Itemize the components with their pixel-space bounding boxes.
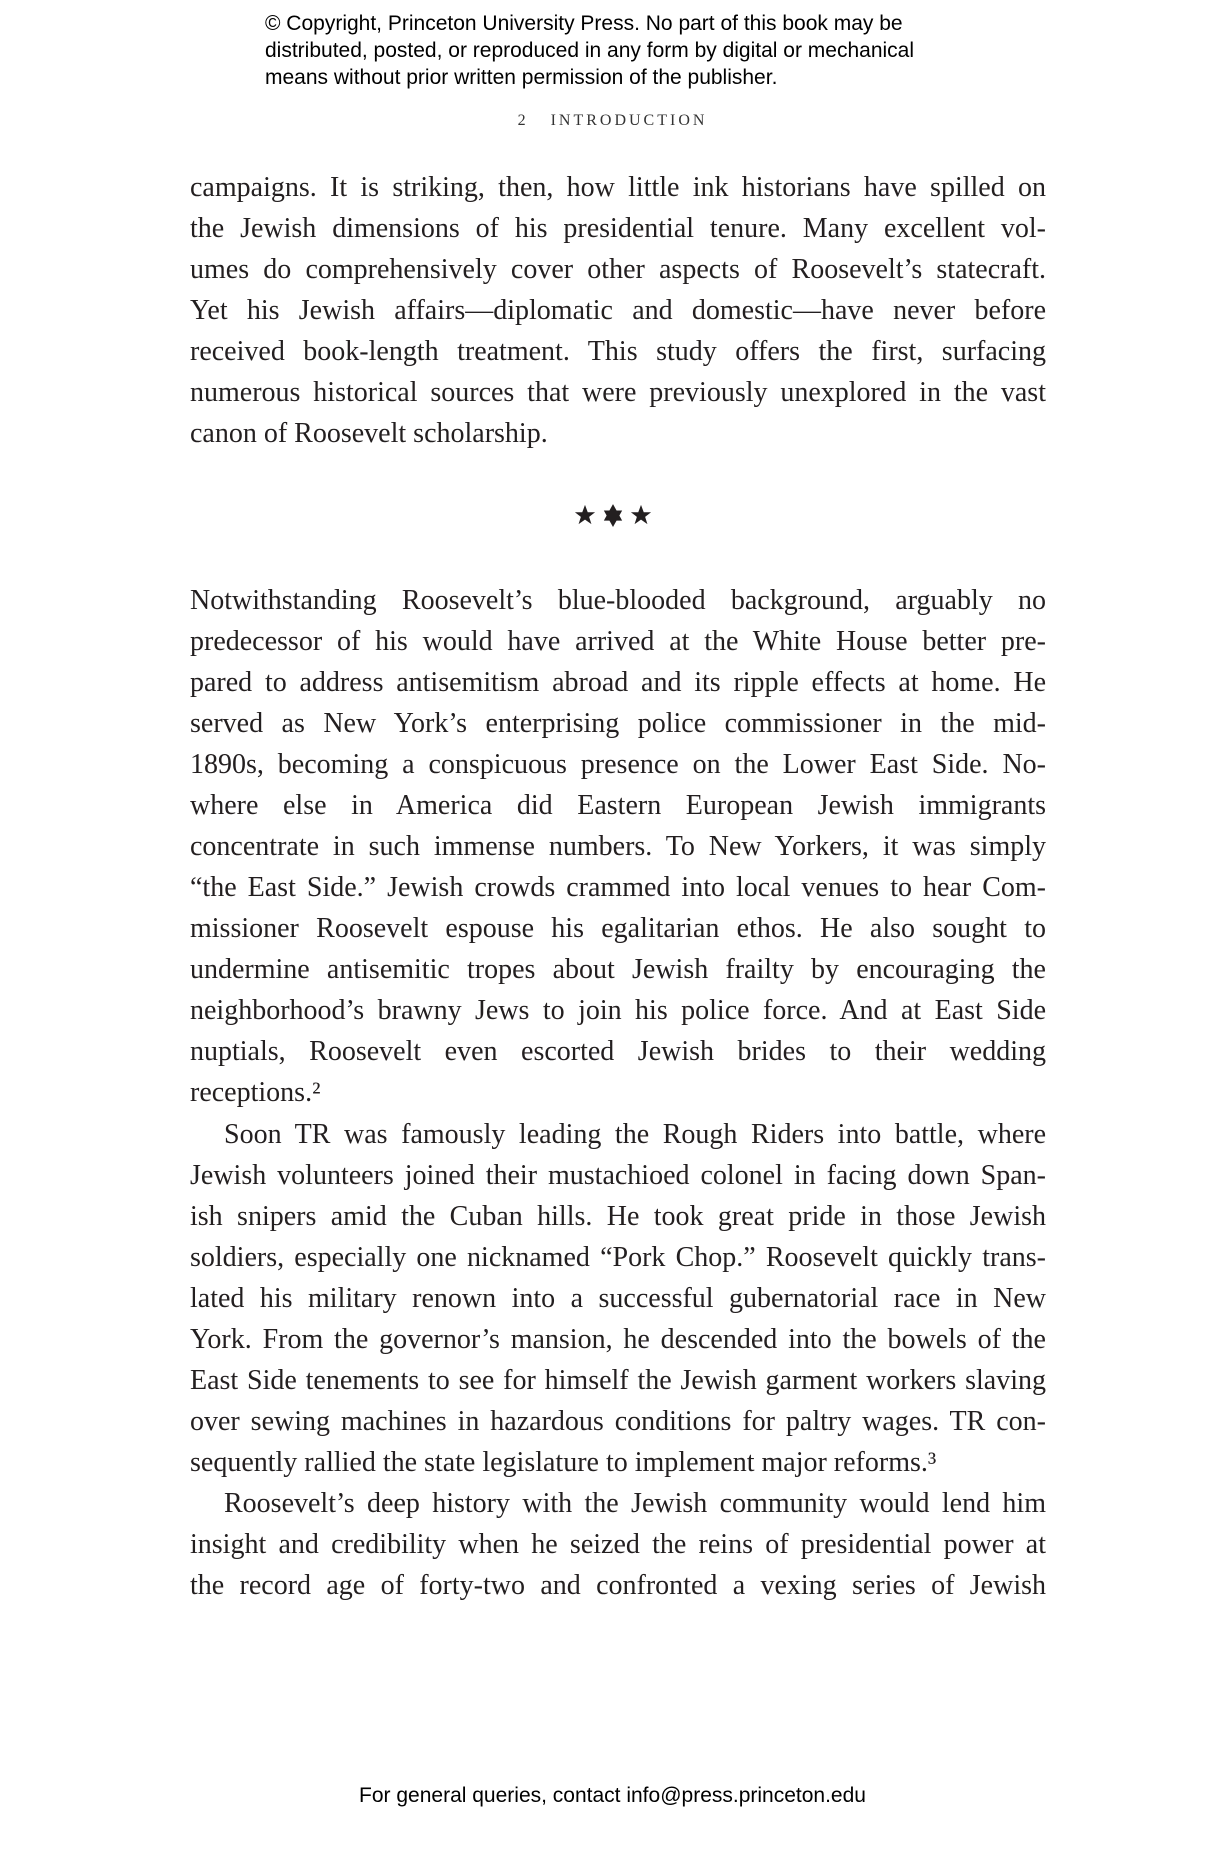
text-line: sequently rallied the state legislature to implement major reforms.³ xyxy=(190,1447,937,1478)
text-line: Notwithstanding Roosevelt’s blue-blooded background, arguably no xyxy=(190,585,1046,616)
text-line: Soon TR was famously leading the Rough Riders into battle, where xyxy=(224,1119,1046,1150)
paragraph xyxy=(190,167,1046,454)
text-line: numerous historical sources that were previously unexplored in the vast xyxy=(190,377,1046,408)
star-of-david-icon xyxy=(602,504,624,528)
text-line: 1890s, becoming a conspicuous presence on the Lower East Side. No- xyxy=(190,749,1046,780)
page-number: 2 xyxy=(517,112,529,129)
text-line: predecessor of his would have arrived at the White House better pre- xyxy=(190,626,1046,657)
paragraph xyxy=(190,1483,1046,1606)
text-line: canon of Roosevelt scholarship. xyxy=(190,418,548,449)
text-line: campaigns. It is striking, then, how little ink historians have spilled on xyxy=(190,172,1046,203)
text-line: received book-length treatment. This study offers the first, surfacing xyxy=(190,336,1046,367)
text-line: umes do comprehensively cover other aspects of Roosevelt’s statecraft. xyxy=(190,254,1046,285)
paragraph xyxy=(190,580,1046,1113)
copyright-line: means without prior written permission of the publisher. xyxy=(265,66,778,89)
text-line: served as New York’s enterprising police commissioner in the mid- xyxy=(190,708,1046,739)
star-icon xyxy=(574,504,596,526)
text-line: Yet his Jewish affairs—diplomatic and domestic—have never before xyxy=(190,295,1046,326)
text-line: “the East Side.” Jewish crowds crammed into local venues to hear Com- xyxy=(190,872,1046,903)
text-line: neighborhood’s brawny Jews to join his police force. And at East Side xyxy=(190,995,1046,1026)
text-line: Jewish volunteers joined their mustachioed colonel in facing down Span- xyxy=(190,1160,1046,1191)
text-line: concentrate in such immense numbers. To New Yorkers, it was simply xyxy=(190,831,1046,862)
text-line: the Jewish dimensions of his presidential tenure. Many excellent vol- xyxy=(190,213,1046,244)
text-line: missioner Roosevelt espouse his egalitarian ethos. He also sought to xyxy=(190,913,1046,944)
copyright-line: © Copyright, Princeton University Press. No part of this book may be xyxy=(265,12,903,35)
text-line: over sewing machines in hazardous conditions for paltry wages. TR con- xyxy=(190,1406,1046,1437)
text-line: nuptials, Roosevelt even escorted Jewish brides to their wedding xyxy=(190,1036,1046,1067)
copyright-line: distributed, posted, or reproduced in any form by digital or mechanical xyxy=(265,39,915,62)
star-icon xyxy=(630,504,652,526)
footer-contact: For general queries, contact info@press.princeton.edu xyxy=(359,1784,866,1807)
text-line: ish snipers amid the Cuban hills. He took great pride in those Jewish xyxy=(190,1201,1046,1232)
text-line: Roosevelt’s deep history with the Jewish community would lend him xyxy=(224,1488,1046,1519)
text-line: East Side tenements to see for himself the Jewish garment workers slaving xyxy=(190,1365,1046,1396)
paragraph xyxy=(190,1114,1046,1483)
text-line: insight and credibility when he seized the reins of presidential power at xyxy=(190,1529,1046,1560)
section-break-ornament xyxy=(0,504,1225,528)
text-line: the record age of forty-two and confronted a vexing series of Jewish xyxy=(190,1570,1046,1601)
chapter-title: INTRODUCTION xyxy=(550,112,708,129)
text-line: York. From the governor’s mansion, he descended into the bowels of the xyxy=(190,1324,1046,1355)
text-line: undermine antisemitic tropes about Jewish frailty by encouraging the xyxy=(190,954,1046,985)
text-line: soldiers, especially one nicknamed “Pork Chop.” Roosevelt quickly trans- xyxy=(190,1242,1046,1273)
copyright-notice xyxy=(265,10,914,91)
text-line: receptions.² xyxy=(190,1077,321,1108)
text-line: where else in America did Eastern European Jewish immigrants xyxy=(190,790,1046,821)
text-line: pared to address antisemitism abroad and its ripple effects at home. He xyxy=(190,667,1046,698)
text-line: lated his military renown into a successful gubernatorial race in New xyxy=(190,1283,1046,1314)
running-head xyxy=(0,112,1225,130)
